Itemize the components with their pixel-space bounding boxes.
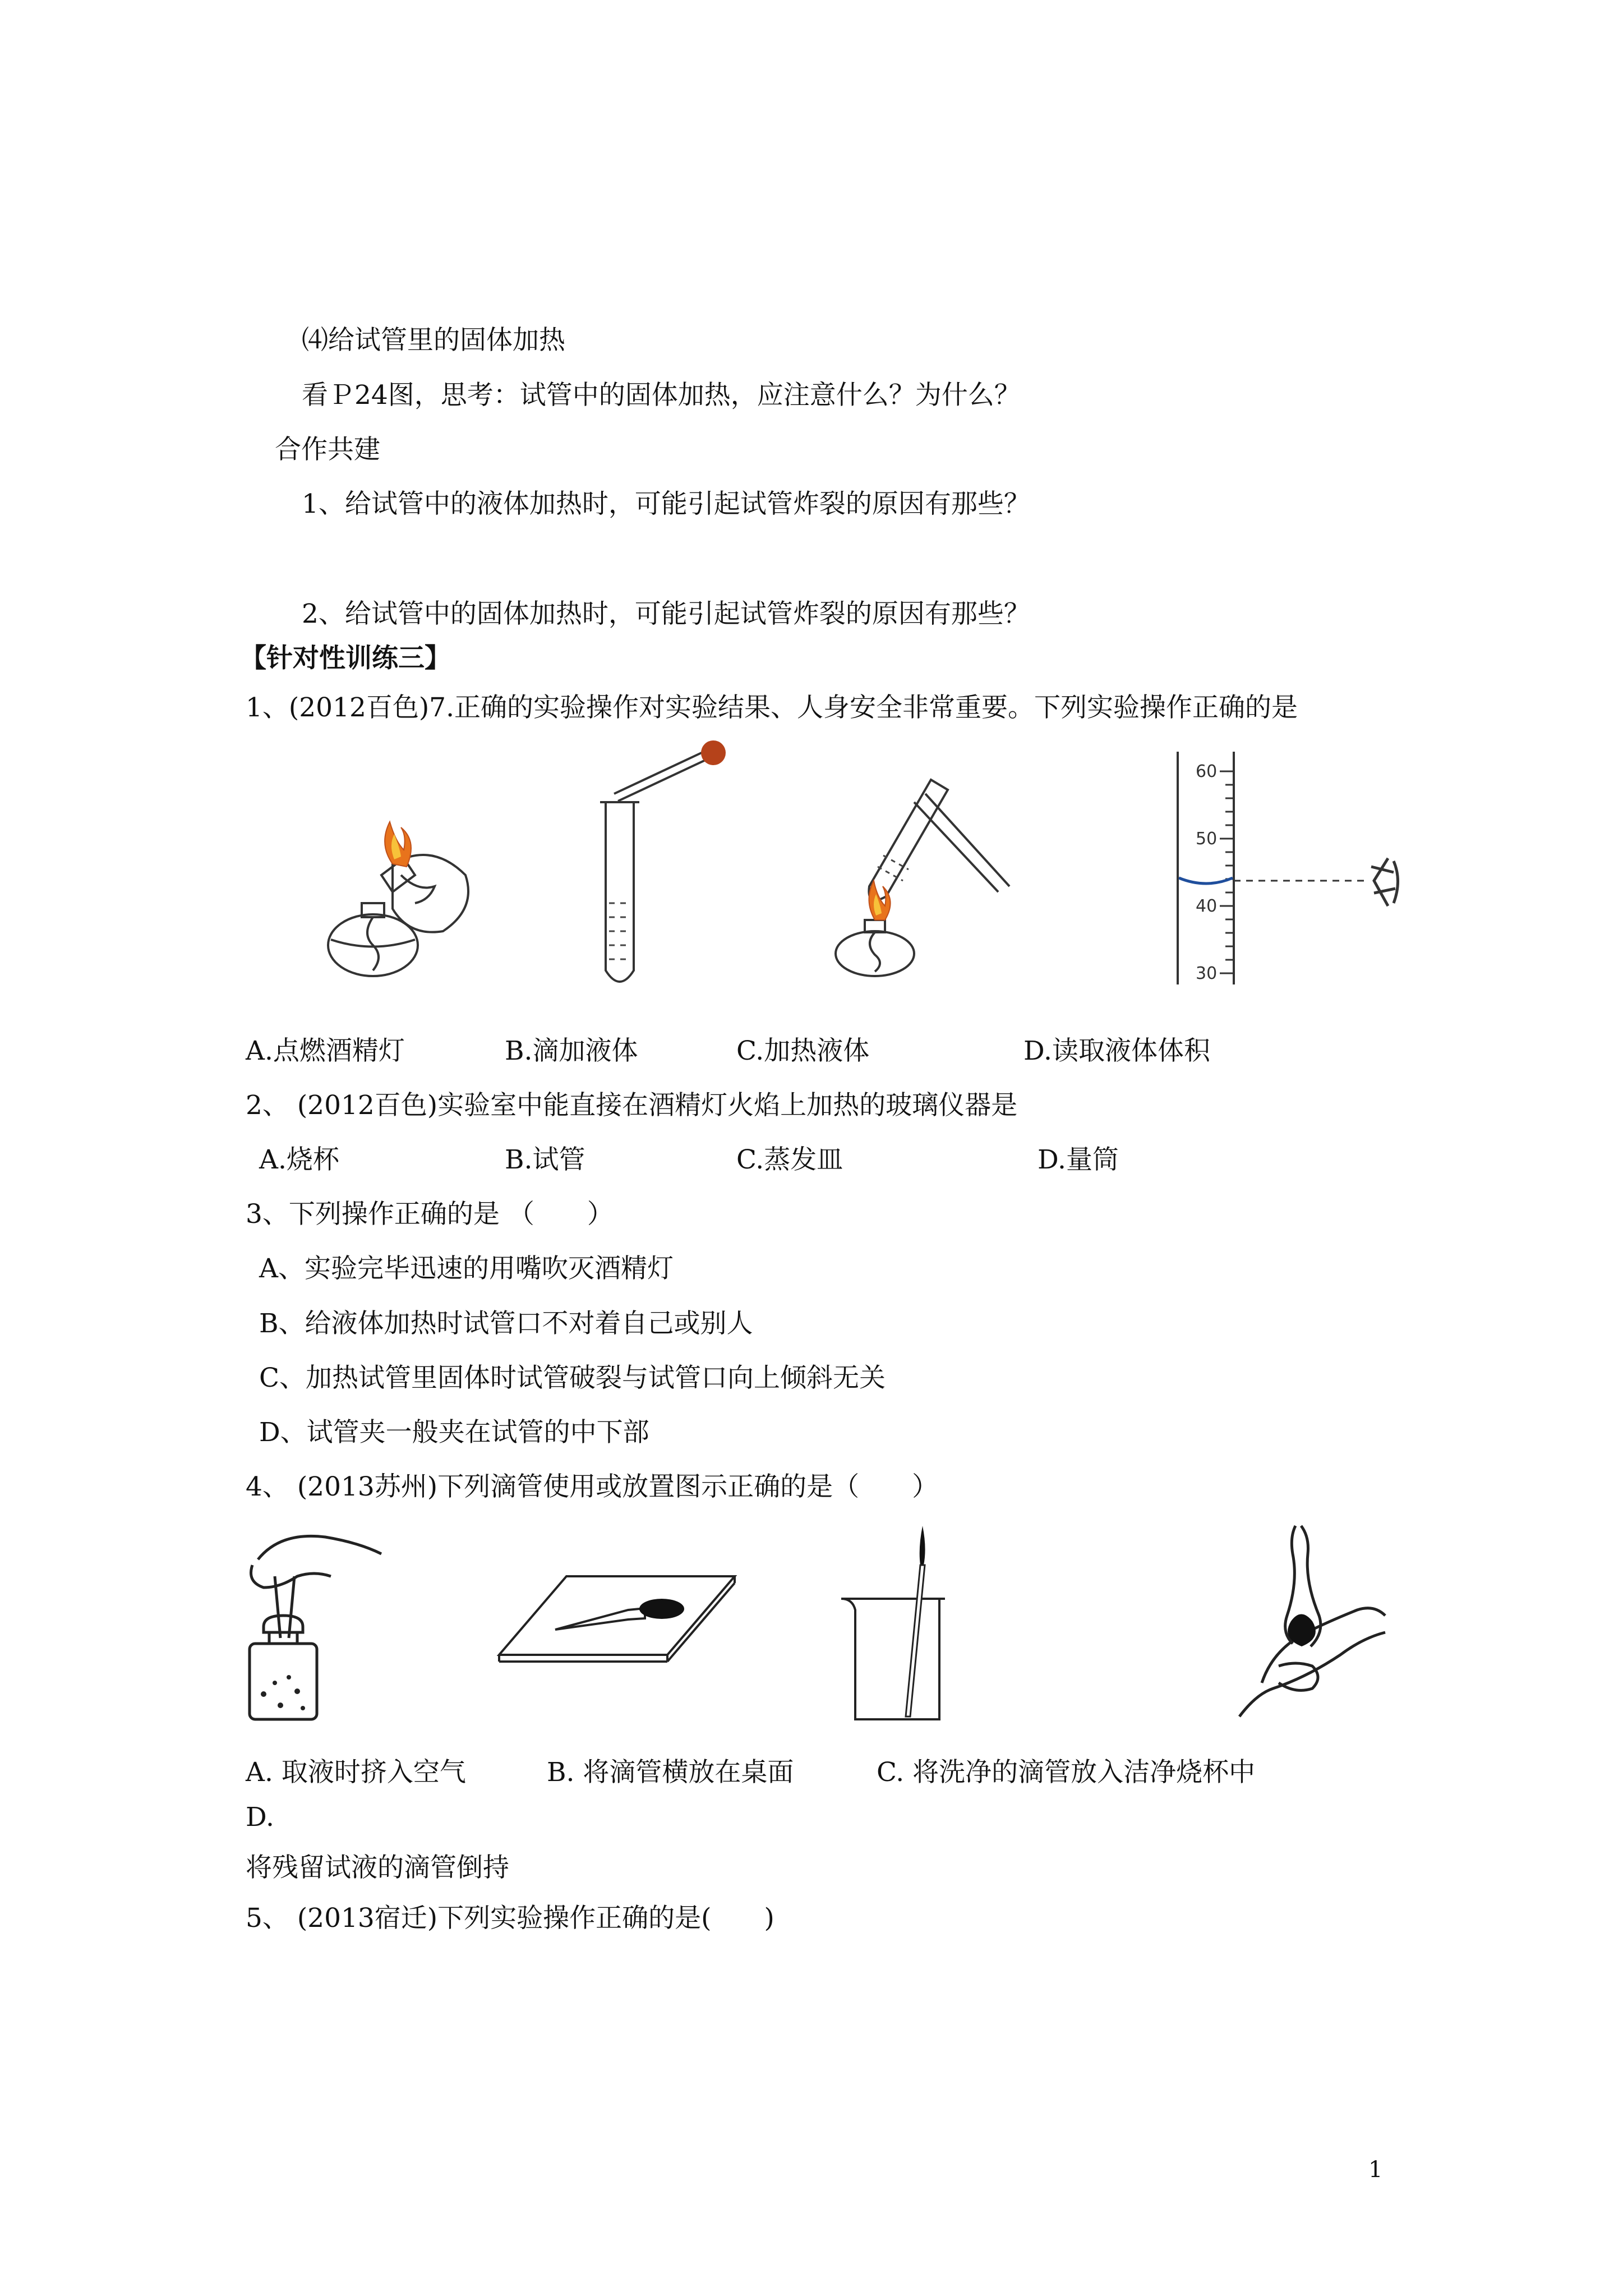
q4-option-d-text: 将残留试液的滴管倒持	[246, 1852, 509, 1883]
figure-read-cylinder	[1166, 746, 1413, 993]
tick-label-30: 30	[1196, 964, 1218, 983]
section-heading: ⑷给试管里的固体加热	[302, 325, 565, 356]
q3-option-d: D、试管夹一般夹在试管的中下部	[259, 1417, 649, 1448]
cooperate-question-1: 1、给试管中的液体加热时，可能引起试管炸裂的原因有那些？	[302, 489, 1030, 519]
q4-option-c: C. 将洗净的滴管放入洁净烧杯中	[877, 1757, 1256, 1788]
figure-light-alcohol-lamp	[320, 797, 488, 987]
q2-option-a: A.烧杯	[259, 1144, 339, 1175]
q1-option-c: C.加热液体	[736, 1036, 870, 1066]
figure-dropper-on-table	[494, 1565, 740, 1666]
tick-label-60: 60	[1196, 762, 1218, 781]
q1-stem: 1、(2012百色)7.正确的实验操作对实验结果、人身安全非常重要。下列实验操作正确的是	[246, 692, 1298, 723]
q4-option-d: D.	[246, 1802, 274, 1833]
q1-option-b: B.滴加液体	[505, 1036, 638, 1066]
think-prompt: 看Ｐ24图，思考：试管中的固体加热，应注意什么？为什么？	[302, 380, 1021, 411]
tick-label-40: 40	[1196, 896, 1218, 916]
tick-label-50: 50	[1196, 829, 1218, 849]
figure-dropper-inverted	[1228, 1515, 1396, 1728]
figure-drop-liquid	[589, 740, 751, 987]
cooperate-question-2: 2、给试管中的固体加热时，可能引起试管炸裂的原因有那些？	[302, 599, 1030, 629]
page-number: 1	[1368, 2157, 1383, 2183]
training-title: 【针对性训练三】	[240, 643, 451, 674]
q1-option-a: A.点燃酒精灯	[246, 1036, 405, 1066]
figure-dropper-squeeze-air	[241, 1515, 393, 1728]
q2-stem: 2、 (2012百色)实验室中能直接在酒精灯火焰上加热的玻璃仪器是	[246, 1090, 1018, 1121]
q4-option-a: A. 取液时挤入空气	[246, 1757, 466, 1788]
figure-heat-liquid	[830, 769, 1066, 987]
q2-option-c: C.蒸发皿	[736, 1144, 843, 1175]
cooperate-title: 合作共建	[275, 434, 380, 465]
q5-stem: 5、 (2013宿迁)下列实验操作正确的是( )	[246, 1903, 774, 1934]
q4-stem: 4、 (2013苏州)下列滴管使用或放置图示正确的是（ ）	[246, 1471, 939, 1502]
q4-option-b: B. 将滴管横放在桌面	[547, 1757, 794, 1788]
q3-option-b: B、给液体加热时试管口不对着自己或别人	[259, 1308, 753, 1339]
q3-option-a: A、实验完毕迅速的用嘴吹灭酒精灯	[259, 1253, 674, 1284]
q2-option-d: D.量筒	[1038, 1144, 1119, 1175]
q3-stem: 3、下列操作正确的是 （ ）	[246, 1199, 614, 1230]
figure-dropper-in-beaker	[836, 1515, 965, 1728]
q3-option-c: C、加热试管里固体时试管破裂与试管口向上倾斜无关	[259, 1363, 886, 1393]
q2-option-b: B.试管	[505, 1144, 585, 1175]
q1-option-d: D.读取液体体积	[1023, 1036, 1210, 1066]
